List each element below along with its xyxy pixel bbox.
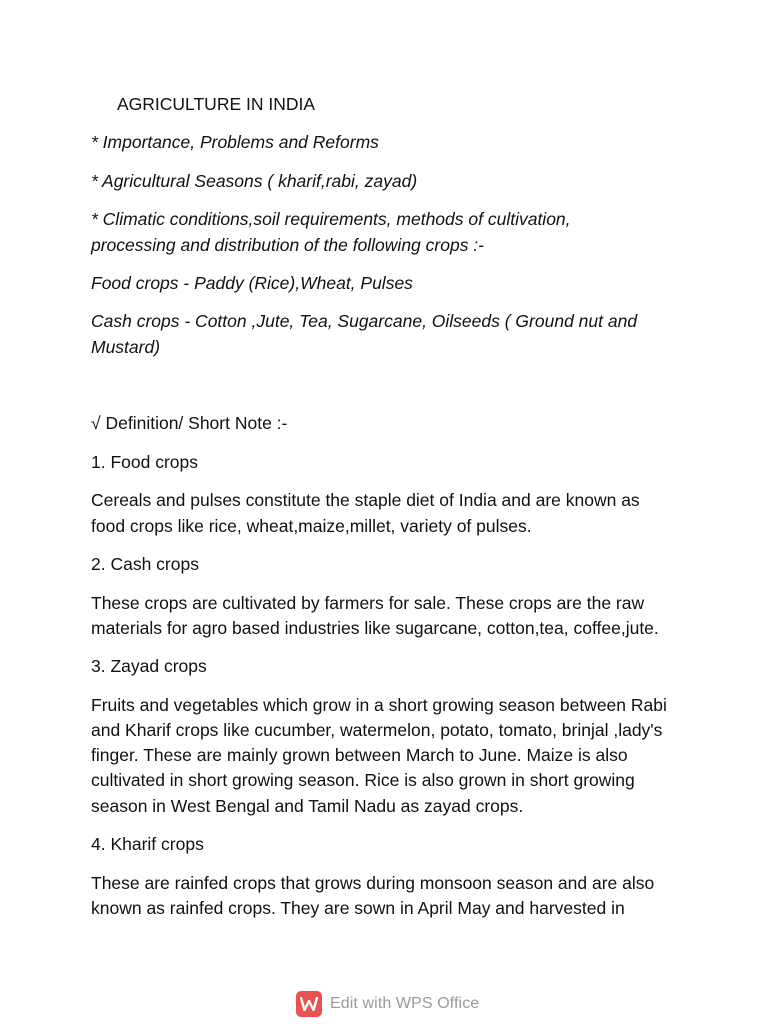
paragraph-line: Fruits and vegetables which grow in a short growing season between Rabi — [91, 695, 667, 715]
wps-office-logo-icon — [296, 991, 322, 1017]
paragraph-line: materials for agro based industries like sugarcane, cotton,tea, coffee,jute. — [91, 618, 659, 638]
paragraph-line: Cereals and pulses constitute the staple diet of India and are known as — [91, 490, 640, 510]
page-title: AGRICULTURE IN INDIA — [117, 94, 316, 114]
topic-line: Mustard) — [91, 337, 161, 357]
wps-edit-link[interactable] — [296, 990, 479, 1018]
paragraph-line: cultivated in short growing season. Rice is also grown in short growing — [91, 770, 635, 790]
paragraph-line: These crops are cultivated by farmers for sale. These crops are the raw — [91, 593, 645, 613]
topic-line: Cash crops - Cotton ,Jute, Tea, Sugarcane, Oilseeds ( Ground nut and — [91, 311, 638, 331]
section-heading: 3. Zayad crops — [91, 656, 207, 676]
paragraph-line: These are rainfed crops that grows during monsoon season and are also — [91, 873, 655, 893]
paragraph-line: and Kharif crops like cucumber, watermelon, potato, tomato, brinjal ,lady's — [91, 720, 663, 740]
definition-heading: √ Definition/ Short Note :- — [91, 413, 288, 433]
topic-line: * Climatic conditions,soil requirements, methods of cultivation, — [91, 209, 571, 229]
topic-line: * Agricultural Seasons ( kharif,rabi, zayad) — [91, 171, 418, 191]
section-heading: 1. Food crops — [91, 452, 198, 472]
topic-line: processing and distribution of the following crops :- — [91, 235, 484, 255]
section-heading: 2. Cash crops — [91, 554, 199, 574]
paragraph-line: season in West Bengal and Tamil Nadu as zayad crops. — [91, 796, 524, 816]
paragraph-line: known as rainfed crops. They are sown in April May and harvested in — [91, 898, 625, 918]
wps-edit-label: Edit with WPS Office — [330, 995, 480, 1012]
section-heading: 4. Kharif crops — [91, 834, 204, 854]
topic-line: * Importance, Problems and Reforms — [91, 132, 379, 152]
paragraph-line: finger. These are mainly grown between March to June. Maize is also — [91, 745, 628, 765]
topic-line: Food crops - Paddy (Rice),Wheat, Pulses — [91, 273, 413, 293]
paragraph-line: food crops like rice, wheat,maize,millet, variety of pulses. — [91, 516, 532, 536]
